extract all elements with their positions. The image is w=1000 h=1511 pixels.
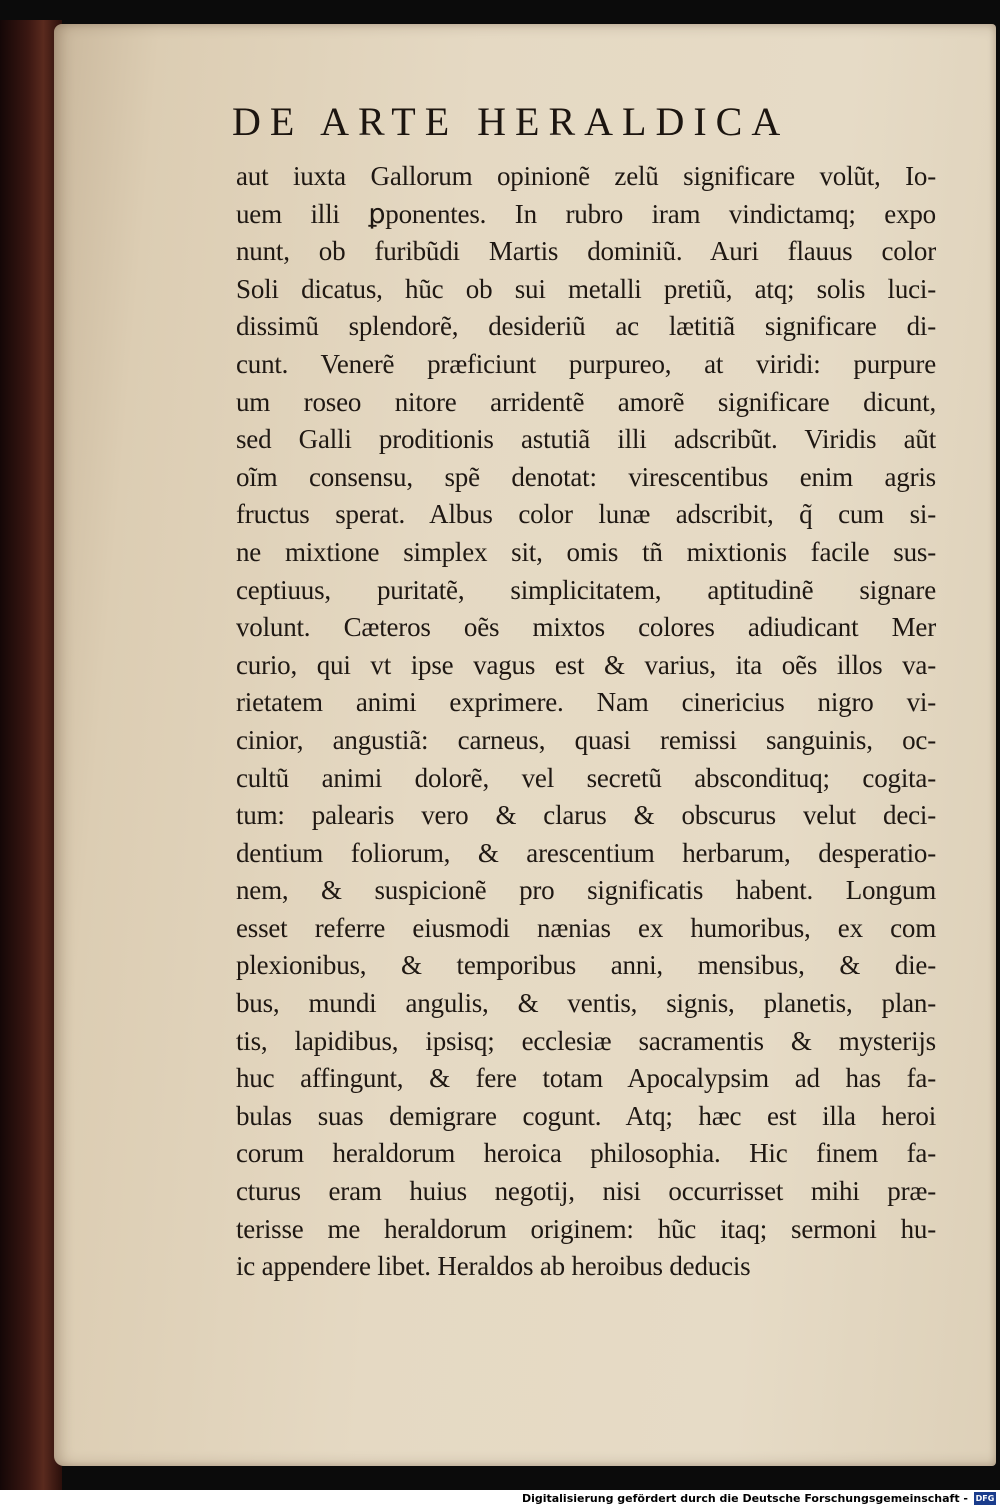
text-line: uem illi ꝑponentes. In rubro iram vindictamq; expo (236, 198, 936, 229)
text-line: tum: palearis vero & clarus & obscurus velut deci- (236, 800, 936, 831)
text-line: cturus eram huius negotij, nisi occurrisset mihi præ- (236, 1176, 936, 1207)
footer-credit: Digitalisierung gefördert durch die Deutsche Forschungsgemeinschaft - (521, 1492, 968, 1505)
text-line: terisse me heraldorum originem: hũc itaq; sermoni hu- (236, 1213, 936, 1244)
text-line: sed Galli proditionis astutiã illi adscribũt. Viridis aũt (236, 424, 936, 455)
text-line: fructus sperat. Albus color lunæ adscribit, q̃ cum si- (236, 499, 936, 530)
text-line: ceptiuus, puritatẽ, simplicitatem, aptitudinẽ signare (236, 574, 936, 605)
body-text (236, 158, 936, 1286)
text-line: ne mixtione simplex sit, omis tñ mixtionis facile sus- (236, 536, 936, 567)
text-line: oĩm consensu, spẽ denotat: virescentibus enim agris (236, 461, 936, 492)
text-line: esset referre eiusmodi nænias ex humoribus, ex com (236, 912, 936, 943)
text-line: bus, mundi angulis, & ventis, signis, planetis, plan- (236, 988, 936, 1019)
text-line: cultũ animi dolorẽ, vel secretũ abscondituq; cogita- (236, 762, 936, 793)
text-line: Soli dicatus, hũc ob sui metalli pretiũ, atq; solis luci- (236, 273, 936, 304)
text-line: aut iuxta Gallorum opinionẽ zelũ significare volũt, Io- (236, 161, 936, 191)
dfg-logo: DFG (975, 1494, 995, 1503)
text-line: tis, lapidibus, ipsisq; ecclesiæ sacramentis & mysterijs (236, 1025, 936, 1056)
book-binding-edge (0, 20, 62, 1490)
text-line: bulas suas demigrare cogunt. Atq; hæc est illa heroi (236, 1100, 936, 1131)
text-line: ic appendere libet. Heraldos ab heroibus deducis (236, 1251, 751, 1282)
running-head: DE ARTE HERALDICA (232, 99, 790, 144)
text-line: dentium foliorum, & arescentium herbarum, desperatio- (236, 837, 936, 868)
text-line: dissimũ splendorẽ, desideriũ ac lætitiã significare di- (236, 311, 936, 342)
text-line: volunt. Cæteros oẽs mixtos colores adiudicant Mer (236, 612, 936, 643)
text-line: cunt. Venerẽ præficiunt purpureo, at viridi: purpure (236, 348, 936, 379)
text-line: cinior, angustiã: carneus, quasi remissi sanguinis, oc- (236, 724, 936, 755)
text-line: curio, qui vt ipse vagus est & varius, ita oẽs illos va- (236, 649, 936, 680)
text-line: nem, & suspicionẽ pro significatis habent. Longum (236, 875, 936, 906)
text-line: plexionibus, & temporibus anni, mensibus, & die- (236, 950, 936, 981)
text-line: huc affingunt, & fere totam Apocalypsim ad has fa- (236, 1063, 936, 1094)
text-line: corum heraldorum heroica philosophia. Hic finem fa- (236, 1138, 936, 1169)
text-line: um roseo nitore arridentẽ amorẽ significare dicunt, (236, 386, 936, 417)
text-line: nunt, ob furibũdi Martis dominiũ. Auri flauus color (236, 236, 936, 267)
text-line: rietatem animi exprimere. Nam cinericius nigro vi- (236, 687, 936, 718)
